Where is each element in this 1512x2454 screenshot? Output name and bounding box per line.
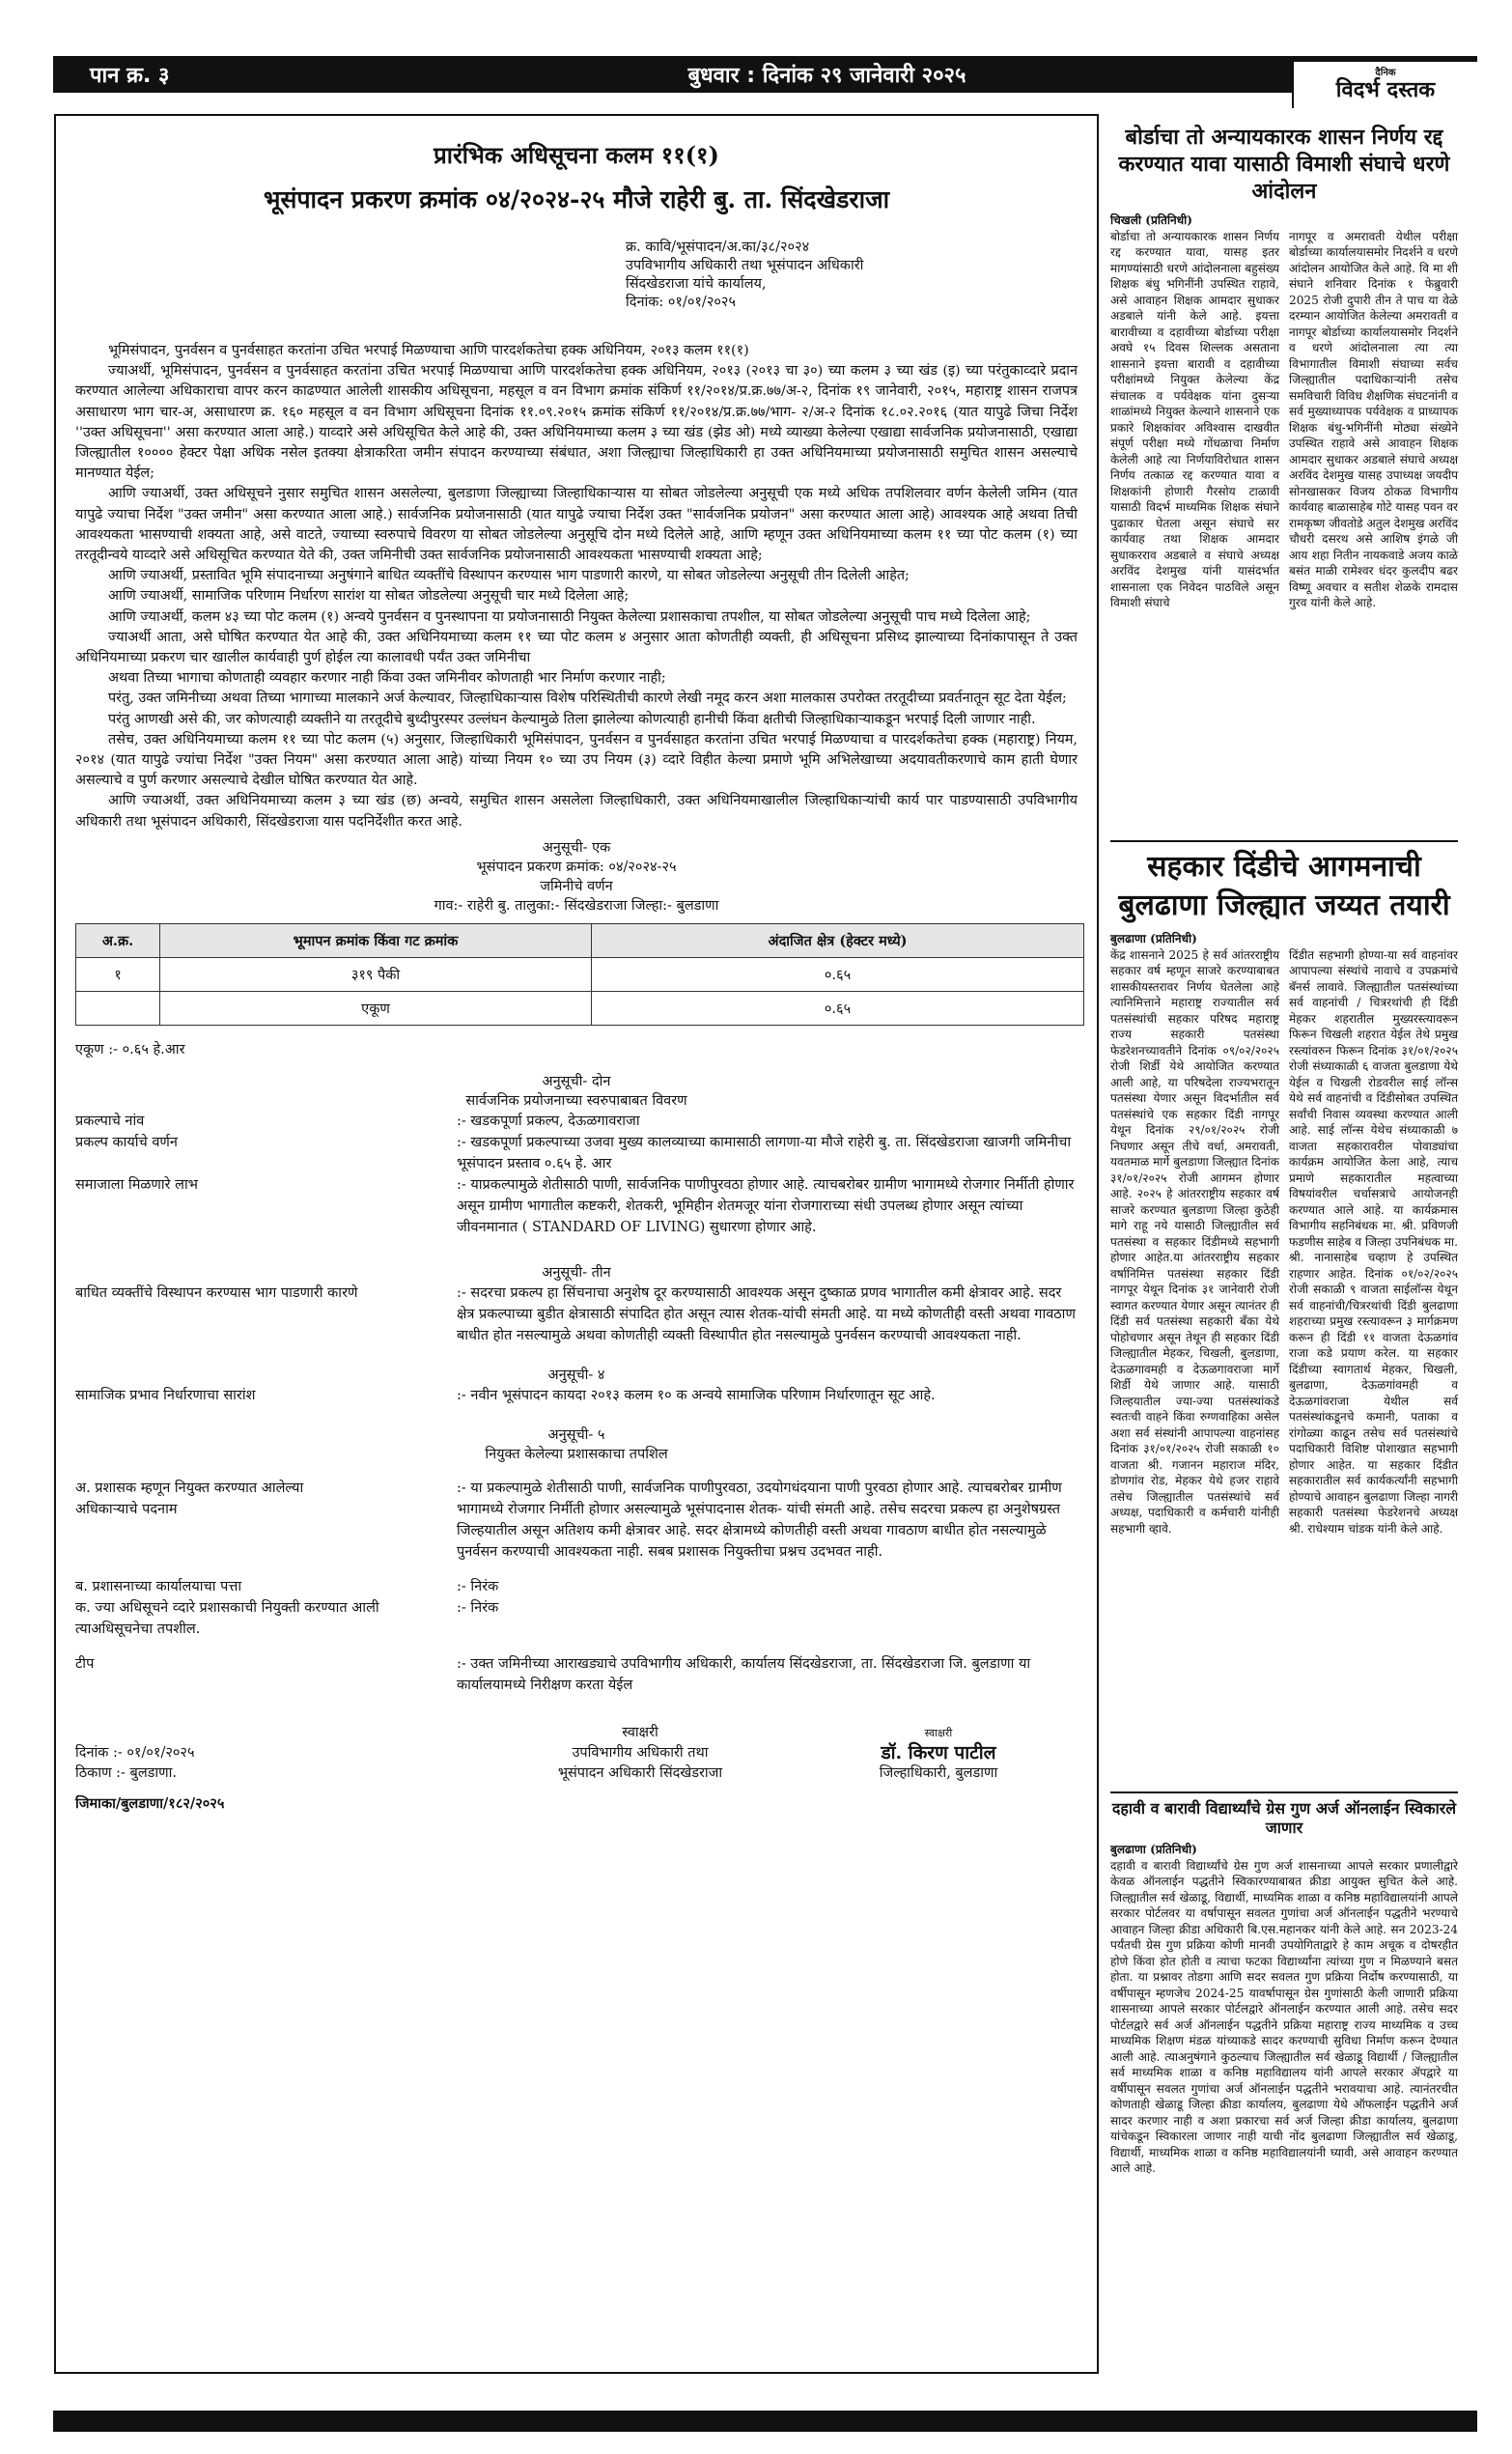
row-value: :- या प्रकल्पामुळे शेतीसाठी पाणी, सार्वजनिक पाणीपुरवठा, उदयोगधंदयाना पाणी पुरवठा होणार आहे. त्याचबरोबर ग्रामीण भागामध्ये रोजगार निर्मीती होणार असल्यामुळे भूसंपादनास शेतक- यांची संमती आहे. तसेच सदरचा प्रकल्प हा अनुशेषग्रस्त जिल्हयातील असून अतिशय कमी क्षेत्रावर आहे. सदर क्षेत्रामध्ये कोणतीही वस्ती अथवा गावठाण बाधीत होत नसल्यामुळे पुनर्वसन करण्याची आवश्यकता नाही. सबब प्रशासक नियुक्तीचा प्रश्नच उदभवत नाही.	[457, 1480, 1062, 1560]
sign-label: स्वाक्षरी	[622, 1724, 658, 1740]
schedule-two	[75, 1072, 1078, 1111]
body-paragraph: आणि ज्याअर्थी, सामाजिक परिणाम निर्धारण सारांश या सोबत जोडलेल्या अनुसूची चार मध्ये दिलेला आहे;	[108, 588, 630, 605]
date-place	[75, 1723, 481, 1784]
cell: ३१९ पैकी	[160, 957, 592, 991]
schedule-row	[75, 1111, 1078, 1132]
body-paragraph: आणि ज्याअर्थी, प्रस्तावित भूमि संपादनाच्या अनुषंगाने बाधित व्यक्तींचे विस्थापन करण्यास भाग पाडणारी कारणे, या सोबत जोडलेल्या अनुसूची तीन दिलेली आहेत;	[108, 568, 910, 584]
row-label: समाजाला मिळणारे लाभ	[75, 1176, 198, 1193]
masthead-small: दैनिक	[1375, 68, 1396, 78]
schedule-row	[75, 1283, 1078, 1346]
schedule-row	[75, 1174, 1078, 1238]
row-label: बाधित व्यक्तींचे विस्थापन करण्यास भाग पाडणारी कारणे	[75, 1284, 358, 1301]
total-area: एकूण :- ०.६५ हे.आर	[75, 1041, 185, 1058]
row-value: :- नवीन भूसंपादन कायदा २०१३ कलम १० क अन्वये सामाजिक परिणाम निर्धारणातून सूट आहे.	[457, 1387, 936, 1403]
row-value: :- याप्रकल्पामुळे शेतीसाठी पाणी, सार्वजनिक पाणीपुरवठा होणार आहे. त्याचबरोबर ग्रामीण भागामध्ये रोजगार निर्मीती होणार असून ग्रामीण भागातील कष्टकरी, शेतकरी, भूमिहीन शेतमजूर यांना रोजगाराच्या संधी उपलब्ध होणार असून त्यांच्या जीवनमानात ( STANDARD OF LIVING) सुधारणा होणार आहे.	[457, 1176, 1075, 1235]
public-notice	[54, 114, 1099, 2374]
signature-officer	[481, 1723, 799, 1784]
article-columns	[1110, 947, 1458, 1537]
row-value: :- निरंक	[457, 1578, 499, 1594]
sign-label: स्वाक्षरी	[924, 1726, 953, 1739]
table-header-row	[76, 923, 1084, 957]
row-label: टीप	[75, 1655, 95, 1672]
sign-name: डॉ. किरण पाटील	[881, 1741, 996, 1763]
notice-body	[75, 341, 1078, 832]
reference-block	[626, 239, 1078, 312]
article-text: केंद्र शासनाने 2025 हे सर्व आंतरराष्ट्रीय सहकार वर्ष म्हणून साजरे करण्याबाबत शासकीयस्तरावर निर्णय घेतलेला आहे त्यानिमित्ताने महाराष्ट्र राज्यातील सर्व पतसंस्थांची सहकार परिषद महाराष्ट्र राज्य सहकारी पतसंस्था फेडरेशनच्यावतीने दिनांक ०९/०२/२०२५ रोजी शिर्डी येथे आयोजित करण्यात आली आहे, या परिषदेला राज्यभरातून पतसंस्था येणार असून विदर्भातील सर्व पतसंस्थांचे एक सहकार दिंडी नागपूर येथून दिनांक २९/०१/२०२५ रोजी निघणार असून तीचे वर्धा, अमरावती, यवतमाळ मार्गे बुलडाणा जिल्ह्यात दिनांक ३१/०१/२०२५ रोजी आगमन होणार आहे. २०२५ हे आंतरराष्ट्रीय सहकार वर्ष साजरे करण्यात बुलडाणा जिल्हा कुठेही मागे राहू नये यासाठी जिल्ह्यातील सर्व पतसंस्था व सहकार दिंडीमध्ये सहभागी होणार आहेत.या आंतरराष्ट्रीय सहकार वर्षानिमित्त पतसंस्था सहकार दिंडी नागपूर येथून दिनांक ३१ जानेवारी रोजी स्वागत करण्यात येणार असून त्यानंतर ही दिंडी सर्व पतसंस्था सहकारी बँका येथे पोहोचणार असून तेथून ही सहकार दिंडी जिल्ह्यातील मेहकर, चिखली, बुलडाणा, देऊळगावमही व देऊळगावराजा मार्गे शिर्डी येथे जाणार आहे. यासाठी जिल्हयातील ज्या-ज्या पतसंस्थांकडे स्वतःची वाहने किंवा रुग्णवाहिका असेल अशा सर्व संस्थांनी आपापल्या वाहनांसह दिनांक ३१/०१/२०२५ रोजी सकाळी १० वाजता श्री. गजानन महाराज मंदिर, डोणगांव रोड, मेहकर येथे हजर राहावे तसेच जिल्ह्यातील पतसंस्थांचे सर्व अध्यक्ष, पदाधिकारी व कर्मचारी यांनीही सहभागी व्हावे.	[1110, 947, 1279, 1536]
schedule-one-title: अनुसूची- एक	[542, 839, 611, 856]
cell: एकूण	[160, 991, 592, 1025]
schedule-one-case: भूसंपादन प्रकरण क्रमांक: ०४/२०२४-२५	[476, 859, 677, 875]
table-row	[76, 957, 1084, 991]
page-header-bar	[53, 56, 1477, 93]
article-grace-marks	[1110, 1791, 1458, 2177]
row-value: :- खडकपूर्णा प्रकल्प, देऊळगावराजा	[457, 1113, 640, 1129]
article-headline: दहावी व बारावी विद्यार्थ्यांचे ग्रेस गुण अर्ज ऑनलाईन स्विकारले जाणार	[1110, 1791, 1458, 1838]
body-paragraph: परंतु आणखी असे की, जर कोणत्याही व्यक्तीने या तरतूदीचे बुध्दीपुरस्पर उल्लंघन केल्यामुळे तिला झालेल्या कोणत्याही हानीची किंवा क्षतीची जिल्हाधिकाऱ्याकडून भरपाई दिली जाणार नाही.	[108, 711, 1036, 727]
sign-title: उपविभागीय अधिकारी तथा	[572, 1744, 709, 1761]
col-header: अ.क्र.	[76, 923, 160, 957]
schedule-row	[75, 1653, 1078, 1696]
signature-collector	[799, 1723, 1078, 1784]
col-header: अंदाजित क्षेत्र (हेक्टर मध्ये)	[592, 923, 1084, 957]
schedule-five	[75, 1425, 1078, 1464]
body-paragraph: ज्याअर्थी, भूमिसंपादन, पुनर्वसन व पुनर्वसाहत करतांना उचित भरपाई मिळण्याचा आणि पारदर्शकतेचा हक्क अधिनियम, २०१३ (२०१३ चा ३०) च्या कलम ३ च्या खंड (इ) च्या परंतुकाव्दारे प्रदान करण्यात आलेल्या अधिकाराचा वापर करन काढण्यात आलेली शासकीय अधिसूचना, महसूल व वन विभाग क्रमांक संकिर्ण ११/२०१४/प्र.क्र.७७/अ-२, दिनांक १९ जानेवारी, २०१५, महाराष्ट्र शासन राजपत्र असाधारण भाग चार-अ, असाधारण क्र. १६० महसूल व वन विभाग अधिसूचना दिनांक ११.०९.२०१५ क्रमांक संकिर्ण ११/२०१४/प्र.क्र.७७/भाग- २/अ-२ दिनांक १८.०२.२०१६ (यात यापुढे जिचा निर्देश ''उक्त अधिसूचना'' असा करण्यात आला आहे.) याव्दारे असे अधिसूचित केले आहे की, उक्त अधिनियमाच्या कलम ३ च्या खंड (झेड ओ) मध्ये व्याख्या केलेल्या एखाद्या सार्वजनिक प्रयोजनासाठी, एखाद्या जिल्ह्यातील १०००० हेक्टर पेक्षा अधिक नसेल इतक्या क्षेत्राकरिता जमीन संपादन करण्याच्या संबंधात, अशा जिल्ह्याचा जिल्हाधिकारी हा उक्त अधिनियमाच्या प्रयोजनासाठी समुचित शासन असल्याचे मानण्यात येईल;	[75, 363, 1078, 482]
cell	[76, 991, 160, 1025]
ref-line: सिंदखेडराजा यांचे कार्यालय,	[626, 276, 767, 292]
row-label: अ. प्रशासक म्हणून नियुक्त करण्यात आलेल्या अधिकाऱ्याचे पदनाम	[75, 1480, 304, 1517]
schedule-five-sub: नियुक्त केलेल्या प्रशासकाचा तपशिल	[485, 1446, 668, 1462]
footer-bar	[53, 2411, 1477, 2432]
schedule-row	[75, 1597, 1078, 1640]
notice-title: प्रारंभिक अधिसूचना कलम ११(१)	[434, 141, 719, 169]
col-header: भूमापन क्रमांक किंवा गट क्रमांक	[160, 923, 592, 957]
issue-date: बुधवार : दिनांक २९ जानेवारी २०२५	[687, 64, 966, 88]
table-row	[76, 991, 1084, 1025]
schedule-row	[75, 1132, 1078, 1174]
body-paragraph: अथवा तिच्या भागाचा कोणताही व्यवहार करणार नाही किंवा उक्त जमिनीवर कोणताही भार निर्माण करणार नाही;	[108, 670, 666, 687]
body-paragraph: भूमिसंपादन, पुनर्वसन व पुनर्वसाहत करतांना उचित भरपाई मिळण्याचा आणि पारदर्शकतेचा हक्क अधिनियम, २०१३ कलम ११(१)	[108, 343, 749, 358]
schedule-two-sub: सार्वजनिक प्रयोजनाच्या स्वरुपाबाबत विवरण	[465, 1092, 687, 1109]
ref-line: क्र. कावि/भूसंपादन/अ.का/३८/२०२४	[626, 240, 810, 255]
body-paragraph: आणि ज्याअर्थी, उक्त अधिसूचने नुसार समुचित शासन असलेल्या, बुलडाणा जिल्ह्याच्या जिल्हाधिकाऱ्यास या सोबत जोडलेल्या अनुसूची एक मध्ये अधिक तपशिलवार वर्णन केलेली जमिन (यात यापुढे ज्याचा निर्देश "उक्त जमीन" असा करण्यात आला आहे.) सार्वजनिक प्रयोजनासाठी (यात यापुढे ज्याचा निर्देश उक्त "सार्वजनिक प्रयोजन" असा करण्यात आला आहे) आवश्यक आहे अथवा तिची आवश्यकता भासण्याची शक्यता आहे, असे वाटते, ज्याच्या स्वरुपाचे विवरण या सोबत जोडलेल्या अनुसूचि दोन मध्ये दिलेले आहे, आणि म्हणून उक्त अधिनियमाच्या कलम ११ च्या पोट कलम (१) च्या तरतूदीन्वये याव्दारे असे अधिसूचित करण्यात येते की, उक्त जमिनीची उक्त सार्वजनिक प्रयोजनासाठी आवश्यकता भासण्याची शक्यता आहे;	[75, 486, 1078, 564]
article-dateline: बुलढाणा (प्रतिनिधी)	[1110, 932, 1197, 945]
land-table	[75, 923, 1084, 1026]
body-paragraph: आणि ज्याअर्थी, उक्त अधिनियमाच्या कलम ३ च्या खंड (छ) अन्वये, समुचित शासन असलेला जिल्हाधिकारी, उक्त अधिनियमाखालील जिल्हाधिकाऱ्यांची कार्य पार पाडण्यासाठी उपविभागीय अधिकारी तथा भूसंपादन अधिकारी, सिंदखेडराजा यास पदनिर्देशीत करत आहे.	[75, 793, 1078, 830]
notice-ref: जिमाका/बुलडाणा/१८२/२०२५	[75, 1794, 225, 1812]
article-text: दहावी व बारावी विद्यार्थ्यांचे ग्रेस गुण अर्ज शासनाच्या आपले सरकार प्रणालीद्वारे केवळ ऑनलाईन पद्धतीने स्विकारण्याबाबत क्रीडा आयुक्त सुचित केले आहे. जिल्ह्यातील सर्व खेळाडू, विद्यार्थी, माध्यमिक शाळा व कनिष्ठ महाविद्यालयांनी आपले सरकार पोर्टलवर या वर्षापासून सवलत गुणांचा अर्ज ऑनलाईन पद्धतीने भरण्याचे आवाहन जिल्हा क्रीडा अधिकारी बि.एस.महानकर यांनी केले आहे. सन 2023-24 पर्यंतची ग्रेस गुण प्रक्रिया कोणी मानवी उपयोगिताद्वारे हे काम अचूक व दोषरहीत होणे किंवा होत होती व त्याचा फटका विद्यार्थ्यांना त्यांच्या गुण न मिळण्याने बसत होता. या प्रश्नावर तोडगा आणि सदर सवलत गुण प्रक्रिया निर्दोष करण्यासाठी, या वर्षीपासून म्हणजेच 2024-25 यावर्षापासून ग्रेस गुणांसाठी केली जाणारी प्रक्रिया शासनाच्या आपले सरकार पोर्टलद्वारे ऑनलाईन करण्यात आली आहे. तसेच सदर पोर्टलद्वारे सर्व अर्ज ऑनलाईन पद्धतीने प्रक्रिया महाराष्ट्र राज्य माध्यमिक व उच्च माध्यमिक शिक्षण मंडळ यांच्याकडे सादर करण्याची सुविधा निर्माण करून देण्यात आली आहे. त्याअनुषंगाने कुठल्याच जिल्ह्यातील सर्व खेळाडू विद्यार्थी / जिल्ह्यातील सर्व माध्यमिक शाळा व कनिष्ठ महाविद्यालय यांनी आपले सरकार ॲपद्वारे या वर्षीपासून सवलत गुणांचा अर्ज ऑनलाईन पद्धतीने भरावयाचा आहे. त्यानंतरचीत कोणताही खेळाडू जिल्हा क्रीडा कार्यालय, बुलढाणा येथे ऑफलाईन पद्धतीने अर्ज सादर करणार नाही व अशा प्रकारचा सर्व अर्ज जिल्हा क्रीडा कार्यालय, बुलढाणा यांचेकडून स्विकारला जाणार नाही याची नोंद बुलढाणा जिल्ह्यातील सर्व खेळाडू, विद्यार्थी, माध्यमिक शाळा व कनिष्ठ महाविद्यालयांनी घ्यावी, असे आवाहन करण्यात आले आहे.	[1110, 1858, 1458, 2175]
schedule-one	[75, 838, 1078, 916]
schedule-row	[75, 1576, 1078, 1597]
article-columns	[1110, 229, 1458, 611]
article-text: बोर्डाचा तो अन्यायकारक शासन निर्णय रद्द करण्यात यावा, यासह इतर मागण्यांसाठी धरणे आंदोलनाला बहुसंख्य शिक्षक बंधु भगिनींनी उपस्थित राहावे, असे आवाहन शिक्षक आमदार सुधाकर अडबाले यांनी केले आहे. इयत्ता बारावीच्या व दहावीच्या बोर्डाच्या परीक्षा अवघे १५ दिवस शिल्लक असताना शासनाने इयत्ता बारावी व दहावीच्या परीक्षांमध्ये नियुक्त केलेल्या केंद्र संचालक व पर्यवेक्षक यांना दुसऱ्या शाळांमध्ये नियुक्त केल्याने शासनाने एक प्रकारे शिक्षकांवर अविश्वास दाखवीत संपूर्ण परीक्षा मध्ये गोंधळाचा निर्माण केलेली आहे त्या निर्णयाविरोधात शासन निर्णय तत्काळ रद्द करण्यात यावा व शिक्षकांनी होणारी गैरसोय टाळावी यासाठी विदर्भ माध्यमिक शिक्षक संघाने पुढाकार घेतला असून संघाचे सर कार्यवाह तथा शिक्षक आमदार सुधाकरराव अडबाले व संघाचे अध्यक्ष अरविंद देशमुख यांनी यासंदर्भात शासनाला एक निवेदन पाठविले असून विमाशी संघाचे	[1110, 229, 1279, 609]
schedule-row	[75, 1385, 1078, 1406]
row-value: :- सदरचा प्रकल्प हा सिंचनाचा अनुशेष दूर करण्यासाठी आवश्यक असून दुष्काळ प्रणव भागातील कमी क्षेत्रावर आहे. सदर क्षेत्र प्रकल्पाच्या बुडीत क्षेत्रासाठी संपादित होत असून त्यास शेतक-यांची संमती आहे. या मध्ये कोणतीही वस्ती अथवा गावठाण बाधीत होत नसल्यामुळे अथवा कोणतीही व्यक्ती विस्थापीत होत नसल्यामुळे पुनर्वसन करण्याची आवश्यकता नाही.	[457, 1284, 1076, 1343]
masthead-logo	[1292, 62, 1477, 108]
sign-place: ठिकाण :- बुलडाणा.	[75, 1764, 178, 1781]
body-paragraph: तसेच, उक्त अधिनियमाच्या कलम ११ च्या पोट कलम (५) अनुसार, जिल्हाधिकारी भूमिसंपादन, पुनर्वसन व पुनर्वसाहत करतांना उचित भरपाई मिळण्याचा व पारदर्शकतेचा हक्क (महाराष्ट्र) नियम, २०१४ (यात यापुढे ज्यांचा निर्देश "उक्त नियम" असा करण्यात आला आहे) यांच्या नियम १० च्या उप नियम (३) व्दारे विहीत केल्या प्रमाणे भूमि अभिलेखाच्या अदयावतीकरणाचे काम हाती घेणार असल्याचे व पुर्ण करणार असल्याचे देखील घोषित करण्यात येत आहे.	[75, 731, 1078, 789]
row-value: :- खडकपूर्णा प्रकल्पाच्या उजवा मुख्य कालव्याच्या कामासाठी लागणा-या मौजे राहेरी बु. ता. सिंदखेडराजा खाजगी जमिनीचा भूसंपादन प्रस्ताव ०.६५ हे. आर	[457, 1134, 1072, 1171]
article-headline: सहकार दिंडीचे आगमनाची बुलढाणा जिल्ह्यात जय्यत तयारी	[1110, 840, 1458, 925]
article-dateline: बुलढाणा (प्रतिनिधी)	[1110, 1843, 1197, 1856]
body-paragraph: ज्याअर्थी आता, असे घोषित करण्यात येत आहे की, उक्त अधिनियमाच्या कलम ११ च्या पोट कलम ४ अनुसार आता कोणतीही व्यक्ती, ही अधिसूचना प्रसिध्द झाल्याच्या दिनांकापासून ते उक्त अधिनियमाच्या प्रकरण चार खालील कार्यवाही पुर्ण होईल त्या कालावधी पर्यंत उक्त जमिनीचा	[75, 629, 1078, 666]
article-protest	[1110, 124, 1458, 611]
row-label: प्रकल्पाचे नांव	[75, 1113, 145, 1129]
cell: ०.६५	[592, 957, 1084, 991]
row-value: :- निरंक	[457, 1599, 499, 1616]
row-value: :- उक्त जमिनीच्या आराखड्याचे उपविभागीय अधिकारी, कार्यालय सिंदखेडराजा, ता. सिंदखेडराजा जि. बुलडाणा या कार्यालयामध्ये निरीक्षण करता येईल	[457, 1655, 1031, 1693]
schedule-two-title: अनुसूची- दोन	[542, 1073, 611, 1089]
row-label: क. ज्या अधिसूचने व्दारे प्रशासकाची नियुक्ती करण्यात आली त्याअधिसूचनेचा तपशील.	[75, 1599, 379, 1637]
row-label: प्रकल्प कार्याचे वर्णन	[75, 1134, 178, 1150]
article-dateline: चिखली (प्रतिनिधी)	[1110, 213, 1193, 227]
schedule-four-title: अनुसूची- ४	[547, 1367, 605, 1383]
article-text: नागपूर व अमरावती येथील परीक्षा बोर्डाच्या कार्यालयासमोर निदर्शने व धरणे आंदोलन आयोजित केले आहे. वि मा शी संघाने शनिवार दिनांक १ फेब्रुवारी 2025 रोजी दुपारी तीन ते पाच या वेळे दरम्यान आयोजित केलेल्या अमरावती व नागपूर बोर्डाच्या कार्यालयासमोर निदर्शने व धरणे आंदोलनाला त्या त्या विभागातील विमाशी संघाच्या सर्वच जिल्ह्यातील पदाधिकाऱ्यांनी तसेच समविचारी विविध शैक्षणिक संघटनांनी व सर्व मुख्याध्यापक पर्यवेक्षक व प्राध्यापक शिक्षक बंधु-भगिनींनी मोठ्या संख्येने उपस्थित राहावे असे आवाहन शिक्षक आमदार सुधाकर अडबाले संघाचे अध्यक्ष अरविंद देशमुख यासह उपाध्यक्ष जयदीप सोनखासकर विजय ठोकळ विभागीय कार्यवाह बाळासाहेब गोटे यासह पवन वर रामकृष्ण जीवतोडे अतुल देशमुख अरविंद चौधरी दसरथ असे आशिष इंगळे जी आय शहा नितीन नायकवाडे अजय काळे बसंत माळी रामेश्वर धंदर कुलदीप बढर विष्णू अवचार व सतीश शेळके रामदास गुरव यांनी केले आहे.	[1289, 229, 1458, 609]
article-text: दिंडीत सहभागी होण्या-या सर्व वाहनांवर आपापल्या संस्थांचे नावाचे व उपक्रमांचे बॅनर्स लावावे. जिल्ह्यातील पतसंस्थांच्या सर्व वाहनांची / चित्ररथांची ही दिंडी मेहकर शहरातील मुख्यरस्त्यावरून फिरून चिखली शहरात येईल तेथे प्रमुख रस्त्यांवरुन फिरून दिनांक ३१/०१/२०२५ रोजी संध्याकाळी ६ वाजता बुलडाणा येथे येईल व चिखली रोडवरील साई लॉन्स येथे सर्व वाहनांची व दिंडीसोबत उपस्थित सर्वांची निवास व्यवस्था करण्यात आली आहे. साई लॉन्स येथेच संध्याकाळी ७ वाजता सहकारावरील पोवाड्यांचा कार्यक्रम आयोजित केला आहे, त्याच प्रमाणे सहकारातील महत्वाच्या विषयांवरील चर्चासत्राचे आयोजनही करण्यात आले आहे. या कार्यक्रमास विभागीय सहनिबंधक मा. श्री. प्रविणजी फडणीस साहेब व जिल्हा उपनिबंधक मा. श्री. नानासाहेब चव्हाण हे उपस्थित राहणार आहेत. दिनांक ०१/०२/२०२५ रोजी सकाळी ९ वाजता साईलॉन्स येथून सर्व वाहनांची/चित्ररथांची दिंडी बुलढाणा शहराच्या प्रमुख रस्त्यावरून ३ मार्गक्रमण करून ही दिंडी ११ वाजता देऊळगांव राजा कडे प्रयाण करेल. या सहकार दिंडीच्या स्वागतार्थ मेहकर, चिखली, बुलढाणा, देऊळगांवमही व देऊळगांवराजा येथील सर्व पतसंस्थांकडूनचे कमानी, पताका व रांगोळ्या काढून तसेच सर्व पतसंस्थांचे पदाधिकारी विशिष्ट पोशाखात सहभागी होणार आहेत. या सहकार दिंडीत सहकारातील सर्व कार्यकर्त्यांनी सहभागी होण्याचे आवाहन बुलढाणा जिल्हा नागरी सहकारी पतसंस्था फेडरेशनचे अध्यक्ष श्री. राधेश्याम चांडक यांनी केले आहे.	[1289, 947, 1458, 1536]
article-headline: बोर्डाचा तो अन्यायकारक शासन निर्णय रद्द करण्यात यावा यासाठी विमाशी संघाचे धरणे आंदोलन	[1118, 125, 1450, 204]
sign-title: भूसंपादन अधिकारी सिंदखेडराजा	[557, 1764, 723, 1781]
signature-block	[75, 1723, 1078, 1784]
schedule-five-title: अनुसूची- ५	[547, 1426, 605, 1443]
sign-title: जिल्हाधिकारी, बुलडाणा	[879, 1764, 998, 1781]
schedule-one-village: गाव:- राहेरी बु. तालुका:- सिंदखेडराजा जिल्हा:- बुलडाणा	[434, 897, 719, 914]
masthead-name: विदर्भ दस्तक	[1335, 77, 1436, 102]
sign-date: दिनांक :- ०१/०१/२०२५	[75, 1744, 195, 1761]
body-paragraph: आणि ज्याअर्थी, कलम ४३ च्या पोट कलम (१) अन्वये पुनर्वसन व पुनस्थापना या प्रयोजनासाठी नियुक्त केलेल्या प्रशासकाचा तपशील, या सोबत जोडलेल्या अनुसूची पाच मध्ये दिलेला आहे;	[108, 608, 1031, 625]
cell: १	[76, 957, 160, 991]
notice-subtitle: भूसंपादन प्रकरण क्रमांक ०४/२०२४-२५ मौजे राहेरी बु. ता. सिंदखेडराजा	[263, 185, 890, 213]
ref-line: उपविभागीय अधिकारी तथा भूसंपादन अधिकारी	[626, 258, 864, 273]
body-paragraph: परंतु, उक्त जमिनीच्या अथवा तिच्या भागाच्या मालकाने अर्ज केल्यावर, जिल्हाधिकाऱ्यास विशेष परिस्थितीची कारणे लेखी नमूद करन अशा मालकास उपरोक्त तरतूदीच्या प्रवर्तनातून सूट देता येईल;	[108, 691, 1067, 707]
schedule-row	[75, 1478, 1078, 1563]
cell: ०.६५	[592, 991, 1084, 1025]
schedule-three-title: अनुसूची- तीन	[542, 1264, 611, 1281]
ref-line: दिनांक: ०१/०१/२०२५	[626, 295, 736, 310]
row-label: सामाजिक प्रभाव निर्धारणाचा सारांश	[75, 1387, 256, 1403]
row-label: ब. प्रशासनाच्या कार्यालयाचा पत्ता	[75, 1578, 242, 1594]
article-dindi	[1110, 840, 1458, 1537]
schedule-one-desc: जमिनीचे वर्णन	[540, 878, 613, 894]
page-number: पान क्र. ३	[90, 64, 170, 88]
